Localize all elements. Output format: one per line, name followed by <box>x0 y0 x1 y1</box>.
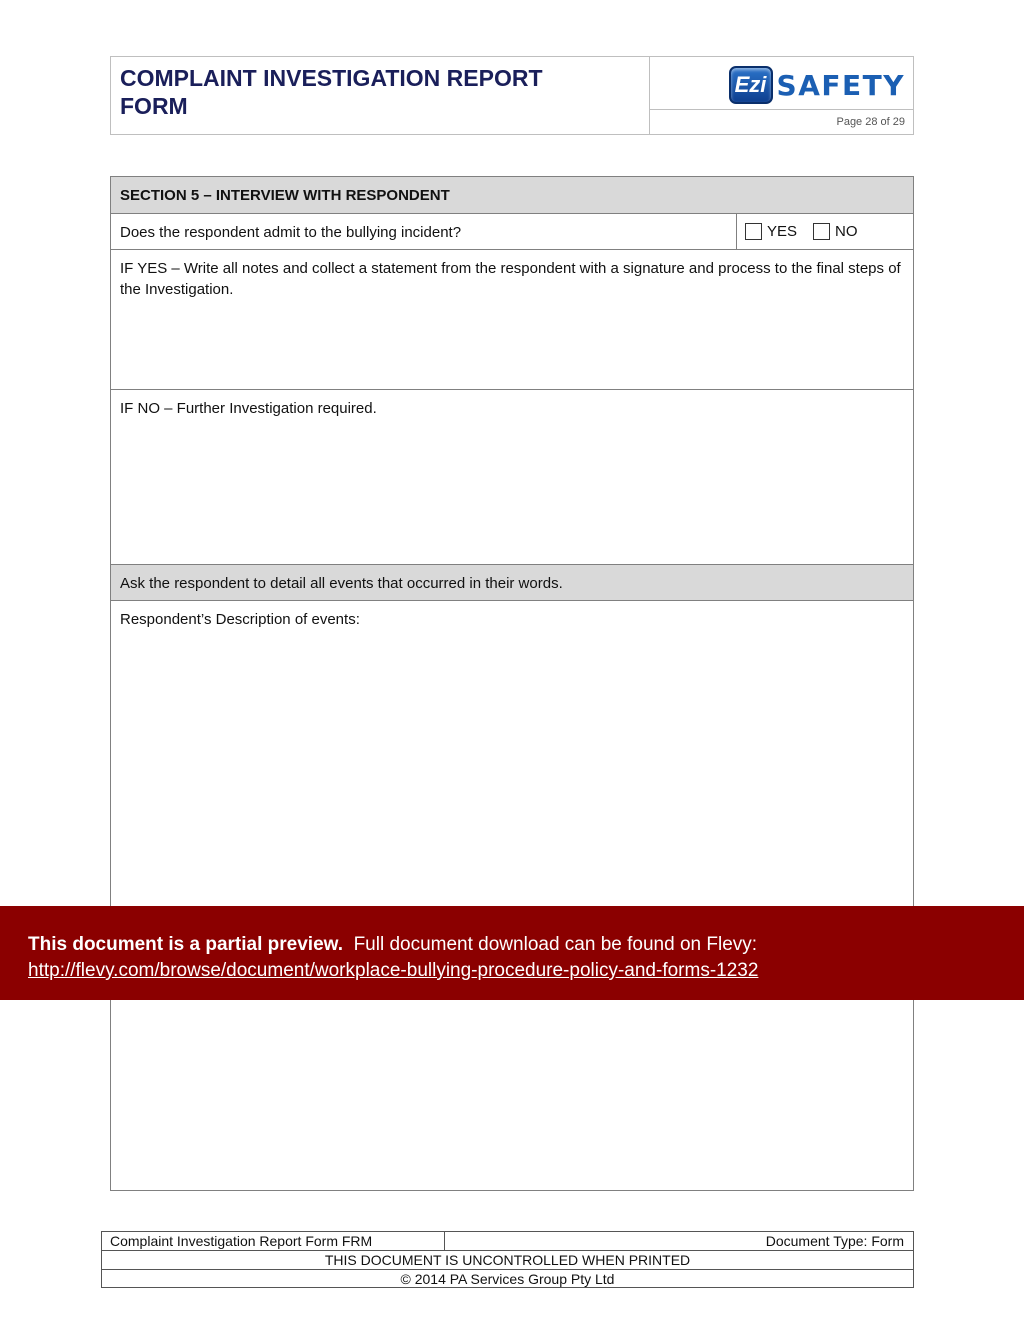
page-title-line1: COMPLAINT INVESTIGATION REPORT <box>120 65 543 91</box>
footer-uncontrolled-notice: THIS DOCUMENT IS UNCONTROLLED WHEN PRINTED <box>102 1251 913 1270</box>
if-no-notes-field[interactable] <box>111 390 913 565</box>
section-title: SECTION 5 – INTERVIEW WITH RESPONDENT <box>111 177 913 214</box>
respondent-description-label: Respondent’s Description of events: <box>120 611 360 628</box>
banner-message <box>28 932 1024 958</box>
document-header <box>110 56 914 135</box>
admit-row <box>111 214 913 250</box>
document-footer <box>101 1231 914 1288</box>
flevy-download-link[interactable]: http://flevy.com/browse/document/workplace-bullying-procedure-policy-and-forms-1232 <box>28 960 759 981</box>
logo-cell <box>650 57 913 110</box>
interview-form-table <box>110 176 914 1191</box>
ezi-safety-logo <box>729 66 905 104</box>
if-no-instructions: IF NO – Further Investigation required. <box>120 400 377 417</box>
admit-options <box>736 214 913 249</box>
partial-preview-banner <box>0 906 1024 1000</box>
page-title-line2: FORM <box>120 93 188 119</box>
banner-bold-text: This document is a partial preview. <box>28 934 343 955</box>
yes-label: YES <box>767 223 798 240</box>
yes-checkbox[interactable] <box>745 223 762 240</box>
page-title <box>111 57 650 134</box>
no-checkbox[interactable] <box>813 223 830 240</box>
no-label: NO <box>835 223 858 240</box>
if-yes-instructions: IF YES – Write all notes and collect a statement from the respondent with a signature and process to the final steps of the Investigation. <box>120 260 901 298</box>
footer-copyright: © 2014 PA Services Group Pty Ltd <box>400 1271 615 1287</box>
footer-row-doc-info <box>102 1232 913 1251</box>
footer-doc-type: Document Type: Form <box>765 1233 904 1249</box>
respondent-description-field[interactable] <box>111 601 913 1190</box>
banner-text: Full document download can be found on Flevy: <box>353 934 758 955</box>
logo-ezi-badge: Ezi <box>729 66 773 104</box>
footer-doc-name: Complaint Investigation Report Form FRM <box>102 1232 445 1250</box>
logo-safety-text: SAFETY <box>776 68 905 102</box>
if-yes-notes-field[interactable] <box>111 250 913 390</box>
ask-respondent-instruction: Ask the respondent to detail all events that occurred in their words. <box>111 565 913 601</box>
page-number: Page 28 of 29 <box>836 116 905 128</box>
admit-question: Does the respondent admit to the bullying incident? <box>120 224 462 241</box>
